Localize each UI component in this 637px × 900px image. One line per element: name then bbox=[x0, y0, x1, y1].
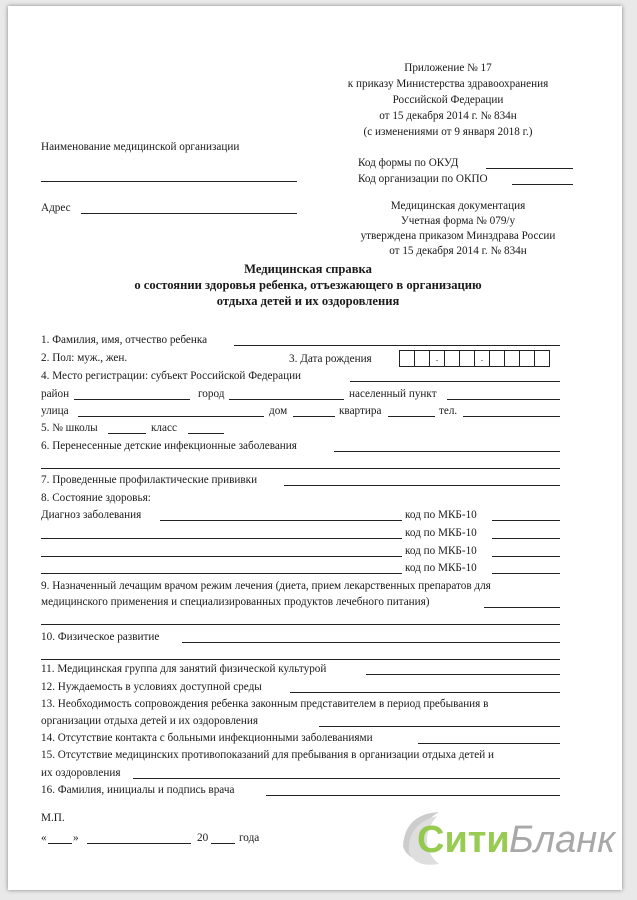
field-7-line[interactable] bbox=[284, 485, 560, 486]
icd-line-2[interactable] bbox=[492, 538, 560, 539]
date-year-line[interactable] bbox=[211, 843, 235, 844]
field-15-label-line-2: их оздоровления bbox=[41, 767, 121, 779]
school-line[interactable] bbox=[108, 433, 146, 434]
district-label: район bbox=[41, 388, 70, 400]
field-11-label: 11. Медицинская группа для занятий физической культурой bbox=[41, 663, 327, 675]
apartment-label: квартира bbox=[339, 405, 382, 417]
okud-line[interactable] bbox=[486, 168, 573, 169]
field-3-label: 3. Дата рождения bbox=[289, 353, 372, 365]
stamp-label: М.П. bbox=[41, 812, 65, 824]
icd-line-1[interactable] bbox=[492, 520, 560, 521]
field-14-line[interactable] bbox=[418, 743, 560, 744]
med-doc-line-2: Учетная форма № 079/у bbox=[400, 215, 516, 227]
apartment-line[interactable] bbox=[388, 416, 435, 417]
field-8-label: 8. Состояние здоровья: bbox=[41, 492, 151, 504]
diagnosis-line-1[interactable] bbox=[160, 520, 402, 521]
phone-line[interactable] bbox=[463, 416, 560, 417]
diagnosis-line-2[interactable] bbox=[41, 538, 402, 539]
field-9-line-2[interactable] bbox=[41, 624, 560, 625]
date-cell[interactable] bbox=[414, 350, 430, 367]
address-label: Адрес bbox=[41, 202, 71, 214]
field-10-label: 10. Физическое развитие bbox=[41, 631, 160, 643]
field-9-label-line-1: 9. Назначенный лечащим врачом режим лечения (диета, прием лекарственных препаратов для bbox=[41, 580, 491, 592]
date-cell[interactable] bbox=[489, 350, 505, 367]
document-title-line-2: о состоянии здоровья ребенка, отъезжающего в организацию bbox=[134, 278, 482, 292]
date-separator-cell: . bbox=[474, 350, 490, 367]
appendix-line-3: Российской Федерации bbox=[392, 94, 504, 106]
field-9-line-1[interactable] bbox=[484, 607, 560, 608]
field-4-label: 4. Место регистрации: субъект Российской Федерации bbox=[41, 370, 302, 382]
icd-line-3[interactable] bbox=[492, 556, 560, 557]
date-day-line[interactable] bbox=[48, 843, 72, 844]
city-label: город bbox=[198, 388, 225, 400]
field-10-line-1[interactable] bbox=[182, 642, 560, 643]
field-12-label: 12. Нуждаемость в условиях доступной среды bbox=[41, 681, 262, 693]
okpo-label: Код организации по ОКПО bbox=[358, 173, 488, 185]
field-6-line-2[interactable] bbox=[41, 468, 560, 469]
field-16-label: 16. Фамилия, инициалы и подпись врача bbox=[41, 784, 235, 796]
appendix-line-5: (с изменениями от 9 января 2018 г.) bbox=[363, 126, 533, 138]
city-line[interactable] bbox=[229, 399, 344, 400]
field-16-line[interactable] bbox=[266, 795, 560, 796]
appendix-line-4: от 15 декабря 2014 г. № 834н bbox=[379, 110, 517, 122]
logo-text-citi: Сити bbox=[417, 819, 510, 861]
date-cell[interactable] bbox=[399, 350, 415, 367]
date-cell[interactable] bbox=[444, 350, 460, 367]
field-9-label-line-2: медицинского применения и специализированных продуктов лечебного питания) bbox=[41, 596, 430, 608]
date-cell[interactable] bbox=[459, 350, 475, 367]
icd-label: код по МКБ-10 bbox=[405, 509, 477, 521]
grade-label: класс bbox=[151, 422, 177, 434]
diagnosis-label: Диагноз заболевания bbox=[41, 509, 142, 521]
icd-line-4[interactable] bbox=[492, 573, 560, 574]
house-line[interactable] bbox=[293, 416, 335, 417]
field-10-line-2[interactable] bbox=[41, 659, 560, 660]
date-cell[interactable] bbox=[504, 350, 520, 367]
field-7-label: 7. Проведенные профилактические прививки bbox=[41, 474, 258, 486]
field-4-region-line[interactable] bbox=[350, 381, 560, 382]
field-11-line[interactable] bbox=[366, 674, 560, 675]
field-13-line[interactable] bbox=[319, 726, 560, 727]
field-6-label: 6. Перенесенные детские инфекционные заболевания bbox=[41, 440, 297, 452]
date-close-quote: » bbox=[73, 832, 79, 844]
org-name-line[interactable] bbox=[41, 181, 297, 182]
citiblank-logo bbox=[395, 806, 625, 872]
field-13-label-line-2: организации отдыха детей и их оздоровления bbox=[41, 715, 259, 727]
date-year-prefix: 20 bbox=[197, 832, 209, 844]
org-name-label: Наименование медицинской организации bbox=[41, 141, 240, 153]
field-5-label: 5. № школы bbox=[41, 422, 98, 434]
date-cell[interactable] bbox=[534, 350, 550, 367]
field-14-label: 14. Отсутствие контакта с больными инфекционными заболеваниями bbox=[41, 732, 373, 744]
settlement-line[interactable] bbox=[447, 399, 560, 400]
icd-label: код по МКБ-10 bbox=[405, 545, 477, 557]
diagnosis-line-3[interactable] bbox=[41, 556, 402, 557]
date-month-line[interactable] bbox=[87, 843, 191, 844]
field-1-line[interactable] bbox=[234, 345, 560, 346]
street-label: улица bbox=[41, 405, 69, 417]
settlement-label: населенный пункт bbox=[349, 388, 437, 400]
diagnosis-line-4[interactable] bbox=[41, 573, 402, 574]
date-separator-cell: . bbox=[429, 350, 445, 367]
district-line[interactable] bbox=[74, 399, 190, 400]
appendix-line-1: Приложение № 17 bbox=[404, 62, 492, 74]
okpo-line[interactable] bbox=[512, 184, 573, 185]
grade-line[interactable] bbox=[188, 433, 224, 434]
address-line[interactable] bbox=[81, 213, 297, 214]
logo-text-blank: Бланк bbox=[509, 819, 616, 861]
date-cell[interactable] bbox=[519, 350, 535, 367]
house-label: дом bbox=[269, 405, 288, 417]
field-2-label: 2. Пол: муж., жен. bbox=[41, 352, 128, 364]
document-title-line-3: отдыха детей и их оздоровления bbox=[216, 294, 400, 308]
field-15-label-line-1: 15. Отсутствие медицинских противопоказаний для пребывания в организации отдыха детей и bbox=[41, 749, 494, 761]
date-year-suffix: года bbox=[239, 832, 260, 844]
document-sheet bbox=[8, 6, 622, 890]
field-1-label: 1. Фамилия, имя, отчество ребенка bbox=[41, 334, 208, 346]
street-line[interactable] bbox=[78, 416, 264, 417]
appendix-line-2: к приказу Министерства здравоохранения bbox=[347, 78, 549, 90]
field-15-line[interactable] bbox=[133, 778, 560, 779]
med-doc-line-1: Медицинская документация bbox=[390, 200, 526, 212]
okud-label: Код формы по ОКУД bbox=[358, 157, 459, 169]
field-6-line-1[interactable] bbox=[334, 451, 560, 452]
field-13-label-line-1: 13. Необходимость сопровождения ребенка законным представителем в период пребывания в bbox=[41, 698, 489, 710]
phone-label: тел. bbox=[439, 405, 458, 417]
icd-label: код по МКБ-10 bbox=[405, 527, 477, 539]
birth-date-cells[interactable] bbox=[400, 350, 550, 366]
date-open-quote: « bbox=[41, 832, 47, 844]
field-12-line[interactable] bbox=[290, 692, 560, 693]
med-doc-line-3: утверждена приказом Минздрава России bbox=[360, 230, 556, 242]
icd-label: код по МКБ-10 bbox=[405, 562, 477, 574]
med-doc-line-4: от 15 декабря 2014 г. № 834н bbox=[389, 245, 527, 257]
document-title-line-1: Медицинская справка bbox=[244, 262, 372, 276]
